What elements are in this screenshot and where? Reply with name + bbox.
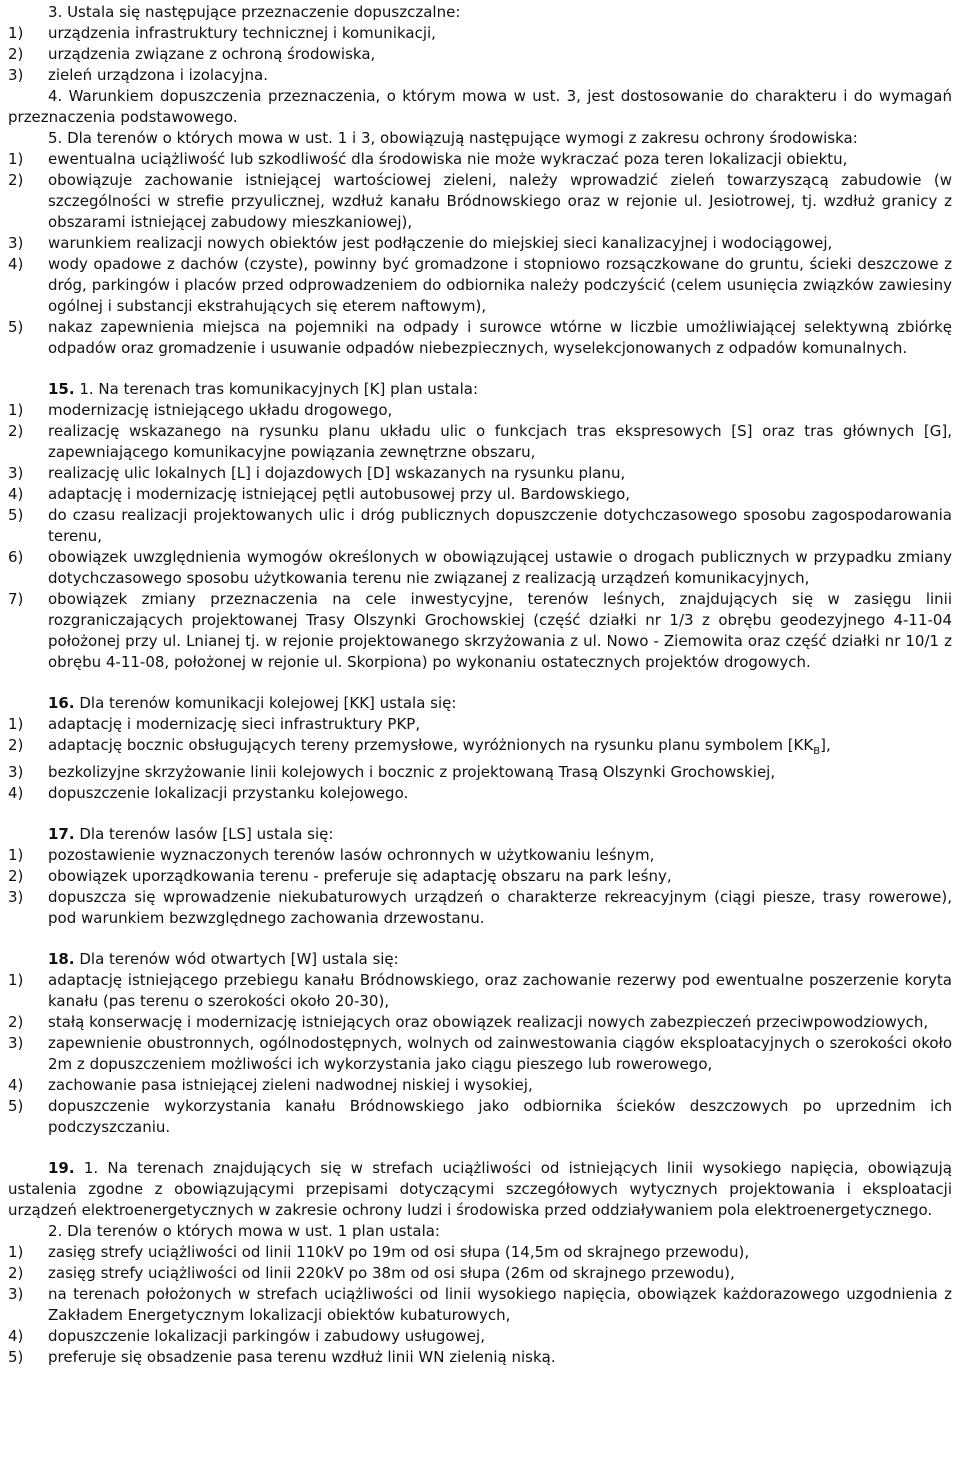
- list-item: 3) realizację ulic lokalnych [L] i dojazdowych [D] wskazanych na rysunku planu,: [8, 464, 626, 482]
- paragraph-5: 5. Dla terenów o których mowa w ust. 1 i 3, obowiązują następujące wymogi z zakresu ochrony środowiska:: [48, 129, 858, 147]
- list-item: 1) ewentualna uciążliwość lub szkodliwość dla środowiska nie może wykraczać poza teren lokalizacji obiektu,: [8, 150, 848, 168]
- section-number: 19.: [48, 1159, 75, 1177]
- section-number: 15.: [48, 380, 75, 398]
- list-paragraph-3: [8, 23, 952, 86]
- list-item: 5) do czasu realizacji projektowanych ulic i dróg publicznych dopuszczenie dotychczasowego sposobu zagospodarowania terenu,: [8, 506, 952, 545]
- spacer: [8, 673, 952, 693]
- list-item: 4) dopuszczenie lokalizacji parkingów i zabudowy usługowej,: [8, 1327, 485, 1345]
- list-item: 2) stałą konserwację i modernizację istniejących oraz obowiązek realizacji nowych zabezpieczeń przeciwpowodziowych,: [8, 1013, 929, 1031]
- list-item: 4) adaptację i modernizację istniejącej pętli autobusowej przy ul. Bardowskiego,: [8, 485, 631, 503]
- section-number: 17.: [48, 825, 75, 843]
- spacer: [8, 804, 952, 824]
- list-item: 1) zasięg strefy uciążliwości od linii 110kV po 19m od osi słupa (14,5m od skrajnego przewodu),: [8, 1243, 750, 1261]
- list-item: 3) zapewnienie obustronnych, ogólnodostępnych, wolnych od zainwestowania ciągów eksploatacyjnych o szerokości około 2m z dopuszczeniem możliwości ich wykorzystania jako ciągu pieszego lub rowerowego,: [8, 1034, 952, 1073]
- section-17-list: [8, 845, 952, 929]
- paragraph-4: 4. Warunkiem dopuszczenia przeznaczenia, o którym mowa w ust. 3, jest dostosowanie do charakteru i do wymagań przeznaczenia podstawowego.: [8, 87, 952, 126]
- list-item: 3) na terenach położonych w strefach uciążliwości od linii wysokiego napięcia, obowiązek każdorazowego uzgodnienia z Zakładem Energetycznym lokalizacji obiektów kubaturowych,: [8, 1285, 952, 1324]
- section-19-list: [8, 1242, 952, 1368]
- section-17-heading: 17. Dla terenów lasów [LS] ustala się:: [48, 825, 334, 843]
- paragraph-3: 3. Ustala się następujące przeznaczenie dopuszczalne:: [48, 3, 461, 21]
- section-18-list: [8, 970, 952, 1138]
- list-item: 5) nakaz zapewnienia miejsca na pojemniki na odpady i surowce wtórne w liczbie umożliwiającej selektywną zbiórkę odpadów oraz gromadzenie i usuwanie odpadów niebezpiecznych, wyselekcjonowanych z odpadów komunalnych.: [8, 318, 952, 357]
- list-item: 2) zasięg strefy uciążliwości od linii 220kV po 38m od osi słupa (26m od skrajnego przewodu),: [8, 1264, 735, 1282]
- list-item: 4) wody opadowe z dachów (czyste), powinny być gromadzone i stopniowo rozsączkowane do gruntu, ścieki deszczowe z dróg, parkingów i placów przed odprowadzeniem do odbiornika należy podczyścić (celem usunięcia związków zawiesiny ogólnej i substancji ekstrahujących się eterem naftowym),: [8, 255, 952, 315]
- section-15-heading: 15. 1. Na terenach tras komunikacyjnych [K] plan ustala:: [48, 380, 479, 398]
- subscript: B: [813, 746, 821, 757]
- list-item: 2) adaptację bocznic obsługujących tereny przemysłowe, wyróżnionych na rysunku planu symbolem $[KK_B]$,: [8, 736, 831, 757]
- section-16-heading: 16. Dla terenów komunikacji kolejowej [KK] ustala się:: [48, 694, 457, 712]
- section-19-paragraph-2: 2. Dla terenów o których mowa w ust. 1 plan ustala:: [48, 1222, 440, 1240]
- list-item: 2) realizację wskazanego na rysunku planu układu ulic o funkcjach tras ekspresowych [S] oraz tras głównych [G], zapewniającego komunikacyjne powiązania zewnętrzne obszaru,: [8, 422, 952, 461]
- section-16-list: [8, 714, 952, 804]
- list-item: 3) zieleń urządzona i izolacyjna.: [8, 66, 268, 84]
- list-item: 5) preferuje się obsadzenie pasa terenu wzdłuż linii WN zielenią niską.: [8, 1348, 556, 1366]
- list-item: 1) urządzenia infrastruktury technicznej i komunikacji,: [8, 24, 436, 42]
- list-item: 3) warunkiem realizacji nowych obiektów jest podłączenie do miejskiej sieci kanalizacyjnej i wodociągowej,: [8, 234, 833, 252]
- section-18-heading: 18. Dla terenów wód otwartych [W] ustala się:: [48, 950, 399, 968]
- list-item: 5) dopuszczenie wykorzystania kanału Bródnowskiego jako odbiornika ścieków deszczowych po uprzednim ich podczyszczaniu.: [8, 1097, 952, 1136]
- list-paragraph-5: [8, 149, 952, 359]
- list-item: 2) urządzenia związane z ochroną środowiska,: [8, 45, 376, 63]
- list-item: 4) dopuszczenie lokalizacji przystanku kolejowego.: [8, 784, 409, 802]
- list-item: 2) obowiązek uporządkowania terenu - preferuje się adaptację obszaru na park leśny,: [8, 867, 672, 885]
- spacer: [8, 1138, 952, 1158]
- spacer: [8, 929, 952, 949]
- list-item: 1) modernizację istniejącego układu drogowego,: [8, 401, 393, 419]
- list-item: 1) pozostawienie wyznaczonych terenów lasów ochronnych w użytkowaniu leśnym,: [8, 846, 655, 864]
- list-item: 3) bezkolizyjne skrzyżowanie linii kolejowych i bocznic z projektowaną Trasą Olszynki Grochowskiej,: [8, 763, 776, 781]
- spacer: [8, 359, 952, 379]
- list-item: 7) obowiązek zmiany przeznaczenia na cele inwestycyjne, terenów leśnych, znajdujących się w zasięgu linii rozgraniczających projektowanej Trasy Olszynki Grochowskiej (część działki nr 1/3 z obrębu geodezyjnego 4-11-04 położonej przy ul. Lnianej tj. w rejonie projektowanego skrzyżowania z ul. Nowo - Ziemowita oraz część działki nr 10/1 z obrębu 4-11-08, położonej w rejonie ul. Skorpiona) po wykonaniu ostatecznych projektów drogowych.: [8, 590, 952, 671]
- section-15-list: [8, 400, 952, 673]
- section-19-heading: 19. 1. Na terenach znajdujących się w strefach uciążliwości od istniejących linii wysokiego napięcia, obowiązują ustalenia zgodne z obowiązującymi przepisami dotyczącymi szczegółowych wytycznych projektowania i eksploatacji urządzeń elektroenergetycznych w zakresie ochrony ludzi i środowiska przed oddziaływaniem pola elektroenergetycznego.: [8, 1159, 952, 1219]
- section-number: 18.: [48, 950, 75, 968]
- list-item: 3) dopuszcza się wprowadzenie niekubaturowych urządzeń o charakterze rekreacyjnym (ciągi piesze, trasy rowerowe), pod warunkiem bezwzględnego zachowania drzewostanu.: [8, 888, 952, 927]
- list-item: 1) adaptację i modernizację sieci infrastruktury PKP,: [8, 715, 421, 733]
- list-item: 2) obowiązuje zachowanie istniejącej wartościowej zieleni, należy wprowadzić zieleń towarzyszącą zabudowie (w szczególności w strefie przyulicznej, wzdłuż kanału Bródnowskiego oraz w rejonie ul. Jesiotrowej, tj. wzdłuż granicy z obszarami istniejącej zabudowy mieszkaniowej),: [8, 171, 952, 231]
- list-item: 4) zachowanie pasa istniejącej zieleni nadwodnej niskiej i wysokiej,: [8, 1076, 533, 1094]
- list-item: 1) adaptację istniejącego przebiegu kanału Bródnowskiego, oraz zachowanie rezerwy pod ewentualne poszerzenie koryta kanału (pas terenu o szerokości około 20-30),: [8, 971, 952, 1010]
- section-number: 16.: [48, 694, 75, 712]
- list-item: 6) obowiązek uwzględnienia wymogów określonych w obowiązującej ustawie o drogach publicznych w przypadku zmiany dotychczasowego sposobu użytkowania terenu nie związanej z realizacją urządzeń komunikacyjnych,: [8, 548, 952, 587]
